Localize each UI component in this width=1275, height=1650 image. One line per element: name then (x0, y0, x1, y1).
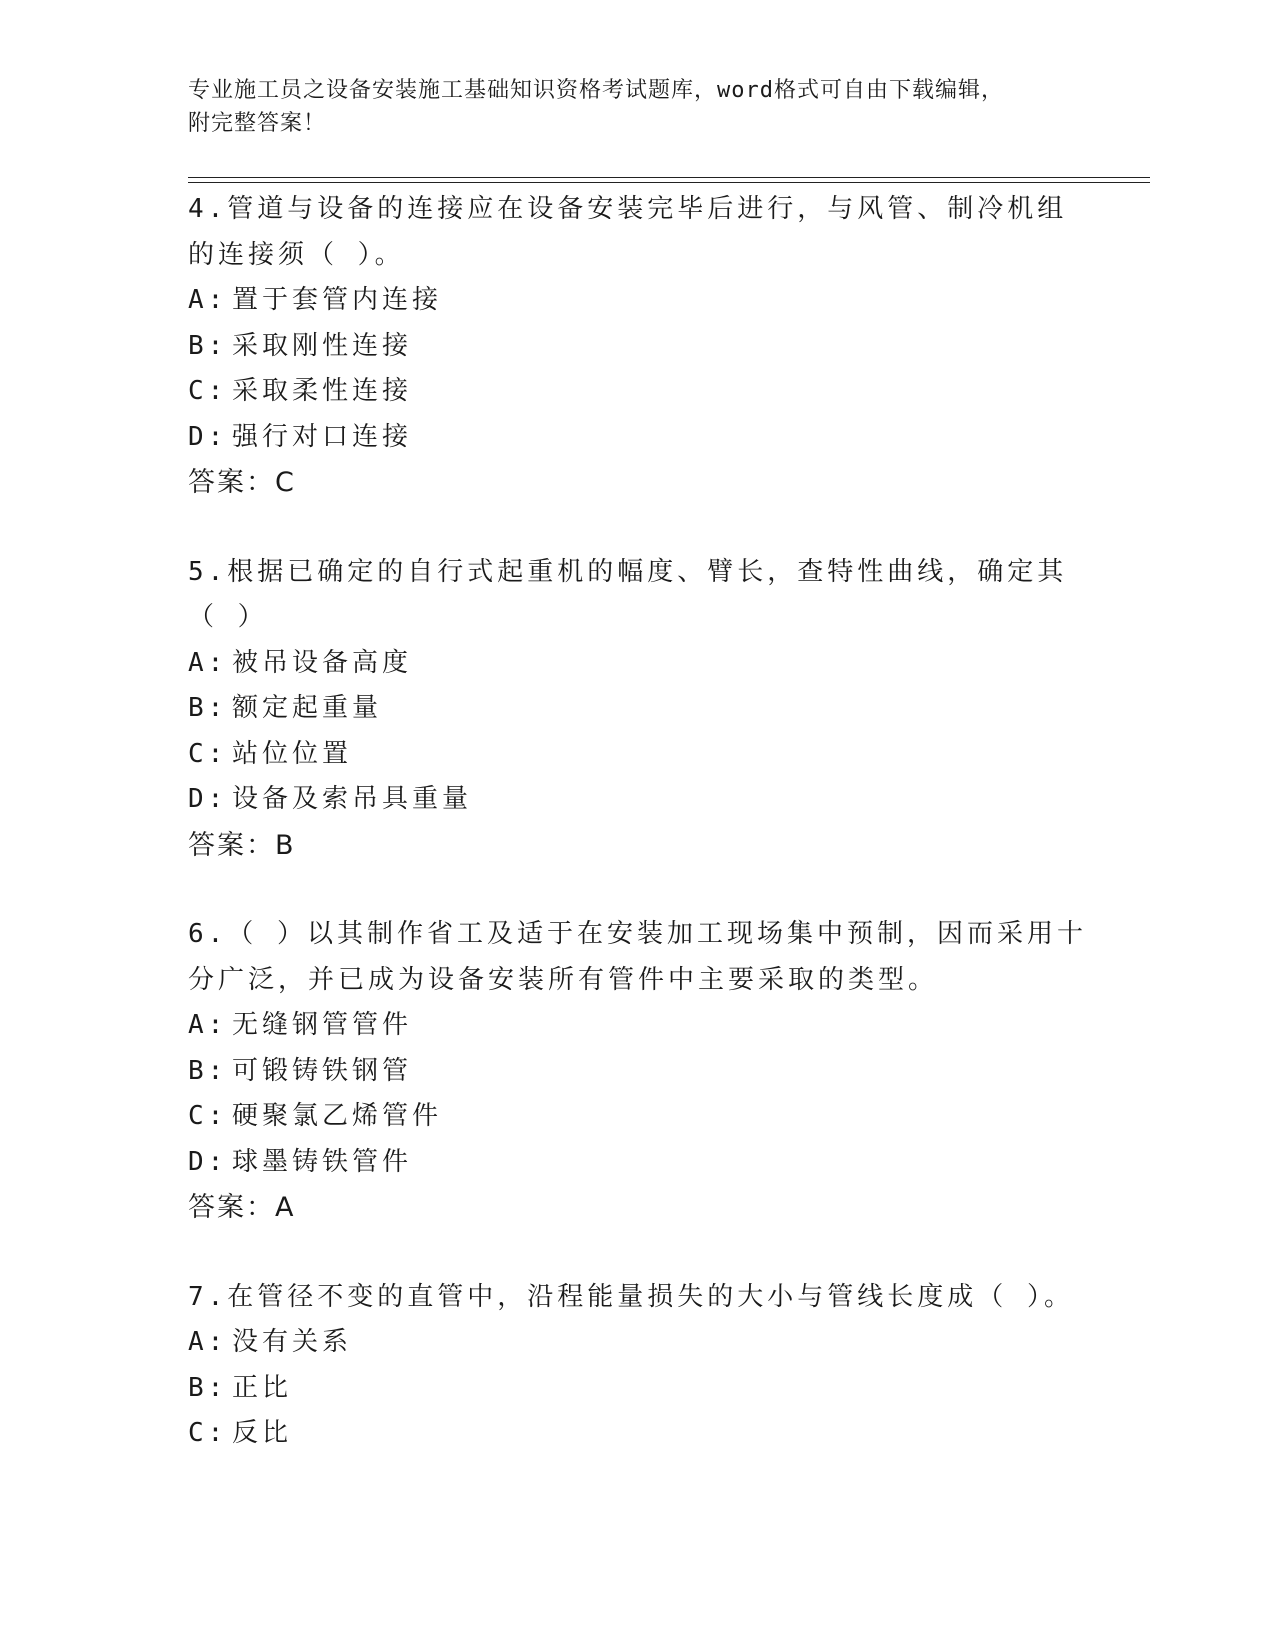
option-text: 额定起重量 (232, 693, 383, 723)
option-c (188, 732, 1088, 778)
question-spacer (188, 506, 1088, 550)
header-title-line1: 专业施工员之设备安装施工基础知识资格考试题库，word格式可自由下载编辑， (188, 78, 1004, 103)
option-a (188, 1003, 1088, 1049)
option-letter: D: (188, 1146, 228, 1177)
option-text: 硬聚氯乙烯管件 (232, 1101, 443, 1131)
option-c (188, 1094, 1088, 1140)
option-text: 球墨铸铁管件 (232, 1146, 413, 1177)
header-title-line2: 附完整答案！ (188, 111, 327, 136)
answer-line: 答案：C (188, 467, 296, 498)
option-a (188, 278, 1088, 324)
option-a (188, 1320, 1088, 1366)
option-text: 强行对口连接 (232, 421, 413, 452)
option-a (188, 641, 1088, 687)
answer-line: 答案：B (188, 829, 296, 861)
option-letter: A: (188, 285, 228, 315)
option-text: 没有关系 (232, 1327, 353, 1357)
question-text: 6.（ ）以其制作省工及适于在安装加工现场集中预制，因而采用十分广泛，并已成为设备安装所有管件中主要采取的类型。 (188, 919, 1087, 995)
question-spacer (188, 1231, 1088, 1275)
option-b (188, 686, 1088, 732)
option-d (188, 415, 1088, 461)
option-text: 站位位置 (232, 738, 353, 769)
option-letter: B: (188, 693, 228, 723)
question-spacer (188, 868, 1088, 912)
question-text: 4.管道与设备的连接应在设备安装完毕后进行，与风管、制冷机组的连接须（ ）。 (188, 194, 1068, 270)
option-letter: D: (188, 421, 228, 452)
option-text: 置于套管内连接 (232, 285, 443, 315)
option-d (188, 1140, 1088, 1186)
option-text: 反比 (232, 1418, 293, 1448)
option-letter: A: (188, 1010, 228, 1040)
option-c (188, 1411, 1088, 1457)
question-list (188, 187, 1088, 1457)
option-letter: C: (188, 1418, 228, 1448)
option-letter: C: (188, 1101, 228, 1131)
option-letter: A: (188, 647, 228, 678)
question-text: 5.根据已确定的自行式起重机的幅度、臂长，查特性曲线，确定其（ ） (188, 556, 1068, 632)
question-4 (188, 187, 1088, 506)
option-d (188, 777, 1088, 823)
option-text: 设备及索吊具重量 (232, 784, 473, 814)
question-text: 7.在管径不变的直管中，沿程能量损失的大小与管线长度成（ ）。 (188, 1281, 1074, 1312)
option-letter: B: (188, 1055, 228, 1086)
header-divider-top (188, 177, 1150, 178)
option-text: 被吊设备高度 (232, 647, 413, 678)
question-5 (188, 550, 1088, 869)
option-text: 采取柔性连接 (232, 376, 413, 406)
option-letter: C: (188, 738, 228, 769)
option-text: 可锻铸铁钢管 (232, 1055, 413, 1086)
option-text: 正比 (232, 1372, 293, 1403)
option-c (188, 369, 1088, 415)
question-6 (188, 912, 1088, 1231)
document-header (188, 74, 1088, 140)
question-7 (188, 1275, 1088, 1457)
option-letter: B: (188, 330, 228, 361)
header-divider-bottom (188, 182, 1150, 183)
option-b (188, 1366, 1088, 1412)
option-letter: B: (188, 1372, 228, 1403)
option-letter: D: (188, 784, 228, 814)
answer-line: 答案：A (188, 1192, 296, 1223)
option-letter: A: (188, 1327, 228, 1357)
option-letter: C: (188, 376, 228, 406)
option-b (188, 324, 1088, 370)
option-text: 无缝钢管管件 (232, 1010, 413, 1040)
option-text: 采取刚性连接 (232, 330, 413, 361)
option-b (188, 1049, 1088, 1095)
